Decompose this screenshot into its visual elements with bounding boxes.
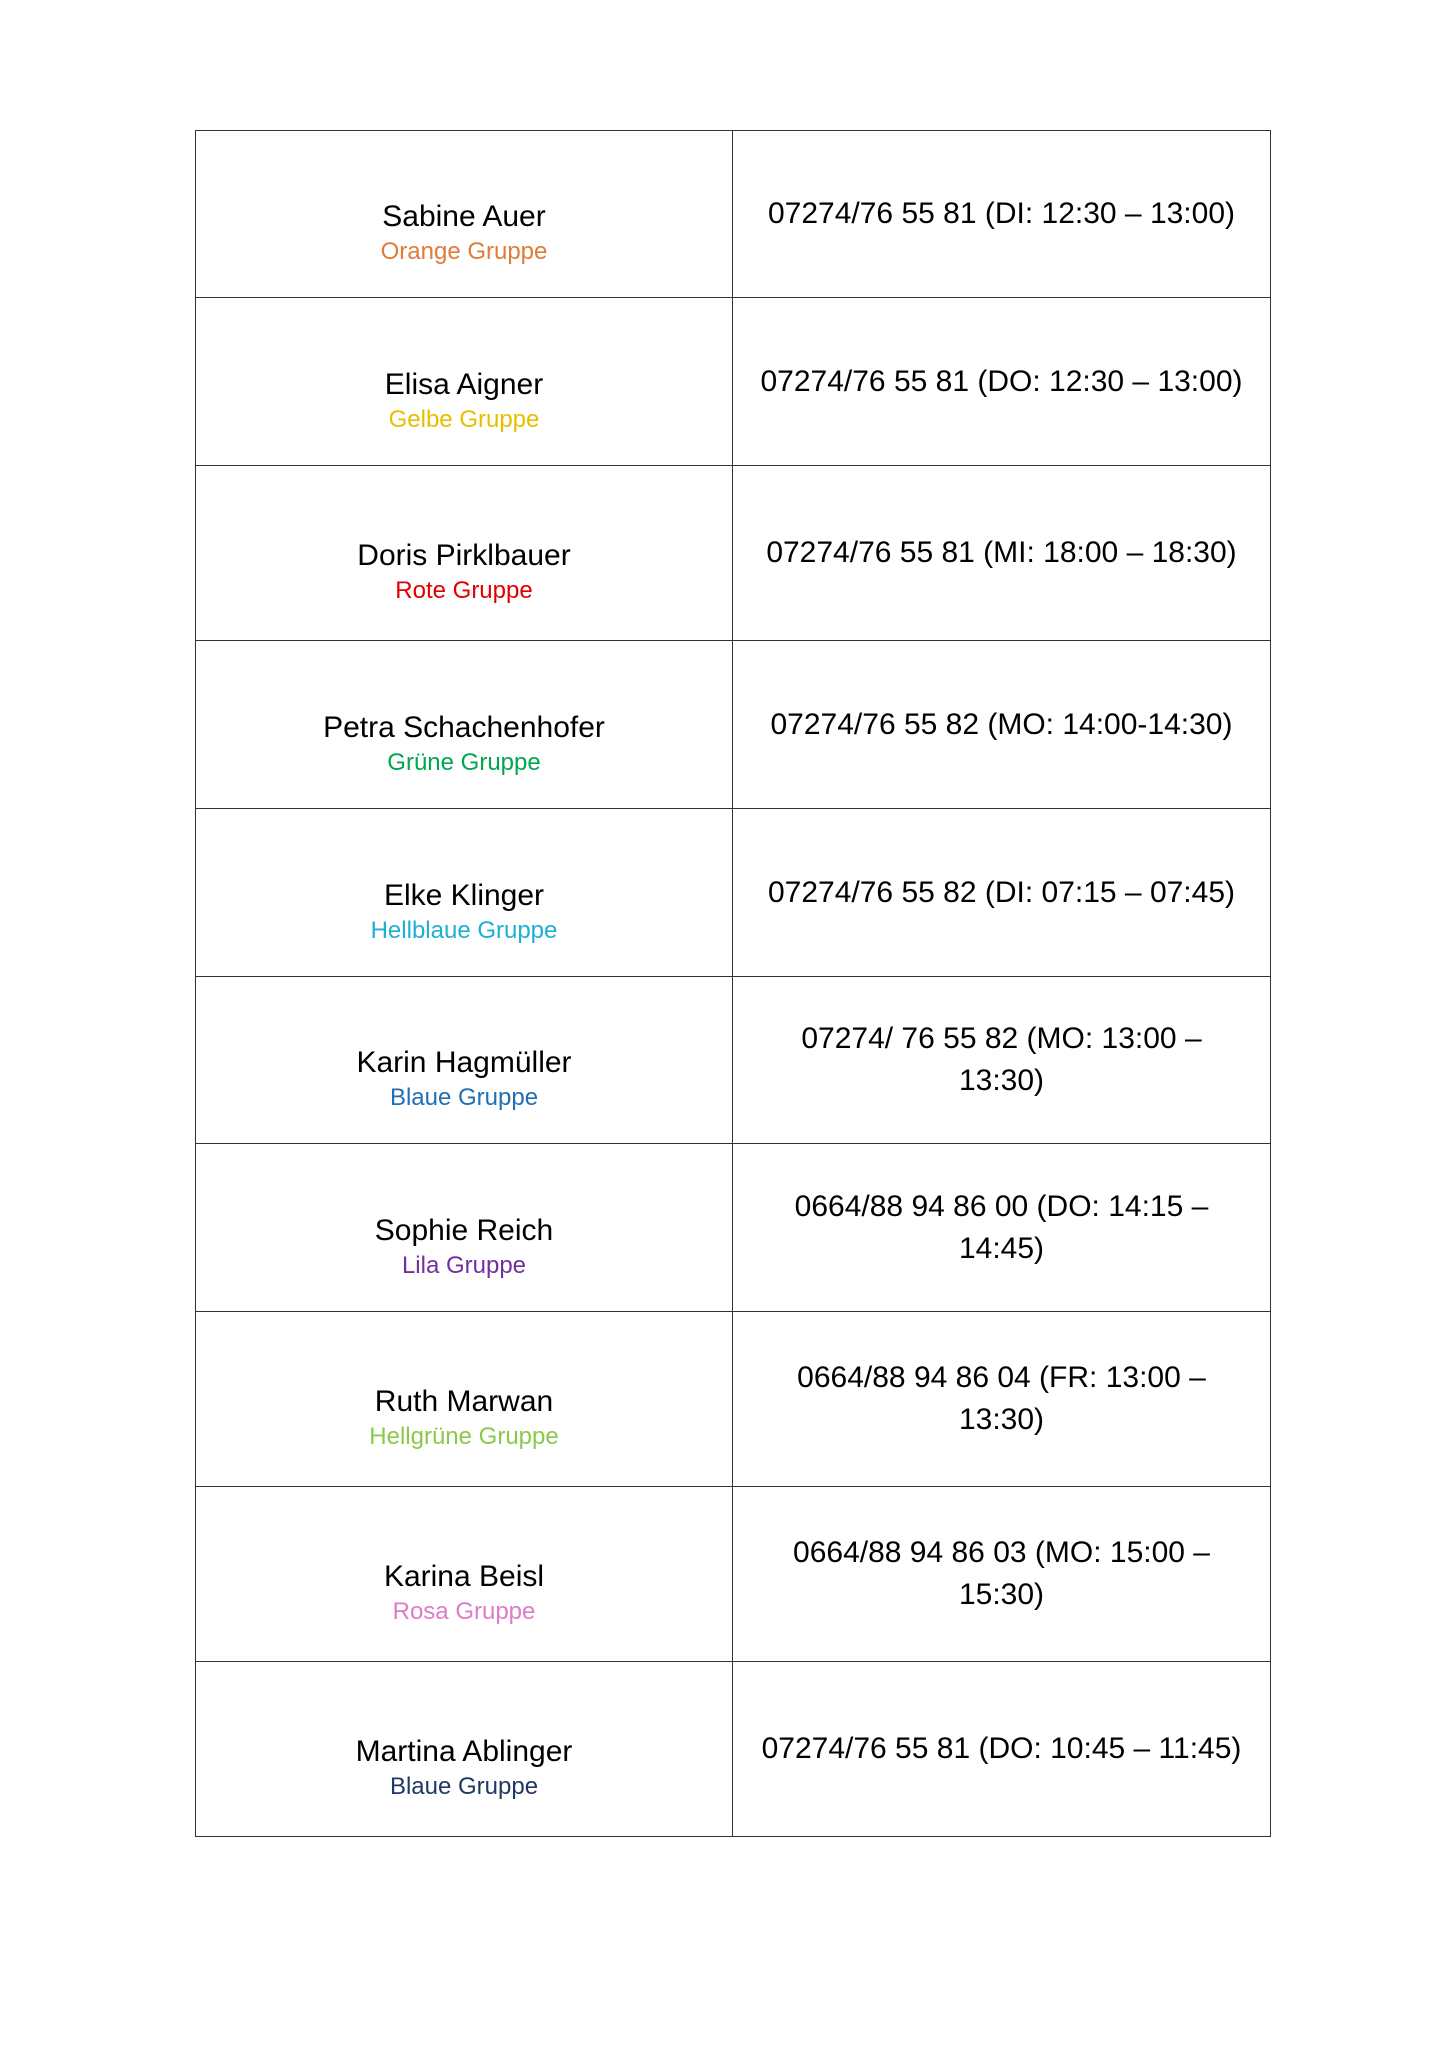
phone-cell [733,1487,1271,1662]
group-name: Orange Gruppe [380,238,548,265]
group-name: Rote Gruppe [395,577,533,604]
group-name: Blaue Gruppe [389,1773,539,1800]
table-row [196,298,1271,466]
table-row [196,1662,1271,1837]
person-name: Petra Schachenhofer [323,710,605,744]
name-cell [196,809,733,977]
phone-cell [733,298,1271,466]
phone-cell [733,466,1271,641]
contact-table [195,130,1271,1837]
table-row [196,131,1271,298]
name-cell [196,977,733,1144]
phone-number: 07274/76 55 81 (DI: 12:30 – 13:00) [767,197,1236,230]
phone-cell [733,1662,1271,1837]
phone-number: 0664/88 94 86 00 (DO: 14:15 – 14:45) [794,1189,1209,1265]
group-name: Lila Gruppe [401,1251,527,1279]
name-cell [196,1144,733,1312]
phone-number: 0664/88 94 86 03 (MO: 15:00 – 15:30) [793,1536,1210,1611]
table-row [196,809,1271,977]
group-name: Blaue Gruppe [389,1084,539,1111]
phone-cell [733,1312,1271,1487]
phone-number: 07274/76 55 81 (MI: 18:00 – 18:30) [766,536,1237,569]
table-row [196,977,1271,1144]
name-cell [196,1487,733,1662]
name-cell [196,1312,733,1487]
group-name: Gelbe Gruppe [388,405,540,433]
person-name: Doris Pirklbauer [357,539,571,572]
phone-cell [733,641,1271,809]
phone-cell [733,809,1271,977]
name-cell [196,1662,733,1837]
phone-cell [733,977,1271,1144]
phone-number: 07274/76 55 82 (DI: 07:15 – 07:45) [767,875,1236,909]
name-cell [196,466,733,641]
group-name: Hellgrüne Gruppe [369,1423,559,1450]
phone-number: 07274/76 55 81 (DO: 10:45 – 11:45) [761,1732,1242,1765]
person-name: Ruth Marwan [374,1385,554,1418]
name-cell [196,131,733,298]
table-row [196,1487,1271,1662]
phone-number: 07274/ 76 55 82 (MO: 13:00 – 13:30) [801,1022,1202,1097]
name-cell [196,298,733,466]
group-name: Grüne Gruppe [387,748,541,776]
phone-cell [733,1144,1271,1312]
table-row [196,641,1271,809]
person-name: Karina Beisl [383,1560,545,1593]
contact-table-body [196,131,1271,1837]
person-name: Sabine Auer [382,200,546,233]
person-name: Elisa Aigner [384,367,544,401]
name-cell [196,641,733,809]
table-row [196,466,1271,641]
phone-number: 07274/76 55 81 (DO: 12:30 – 13:00) [760,364,1243,398]
table-row [196,1144,1271,1312]
group-name: Hellblaue Gruppe [370,916,558,944]
person-name: Karin Hagmüller [356,1046,572,1079]
table-row [196,1312,1271,1487]
phone-number: 0664/88 94 86 04 (FR: 13:00 – 13:30) [797,1361,1206,1436]
group-name: Rosa Gruppe [392,1598,536,1625]
phone-cell [733,131,1271,298]
person-name: Elke Klinger [383,878,545,912]
phone-number: 07274/76 55 82 (MO: 14:00-14:30) [770,707,1233,741]
person-name: Martina Ablinger [355,1735,573,1768]
person-name: Sophie Reich [374,1213,554,1247]
